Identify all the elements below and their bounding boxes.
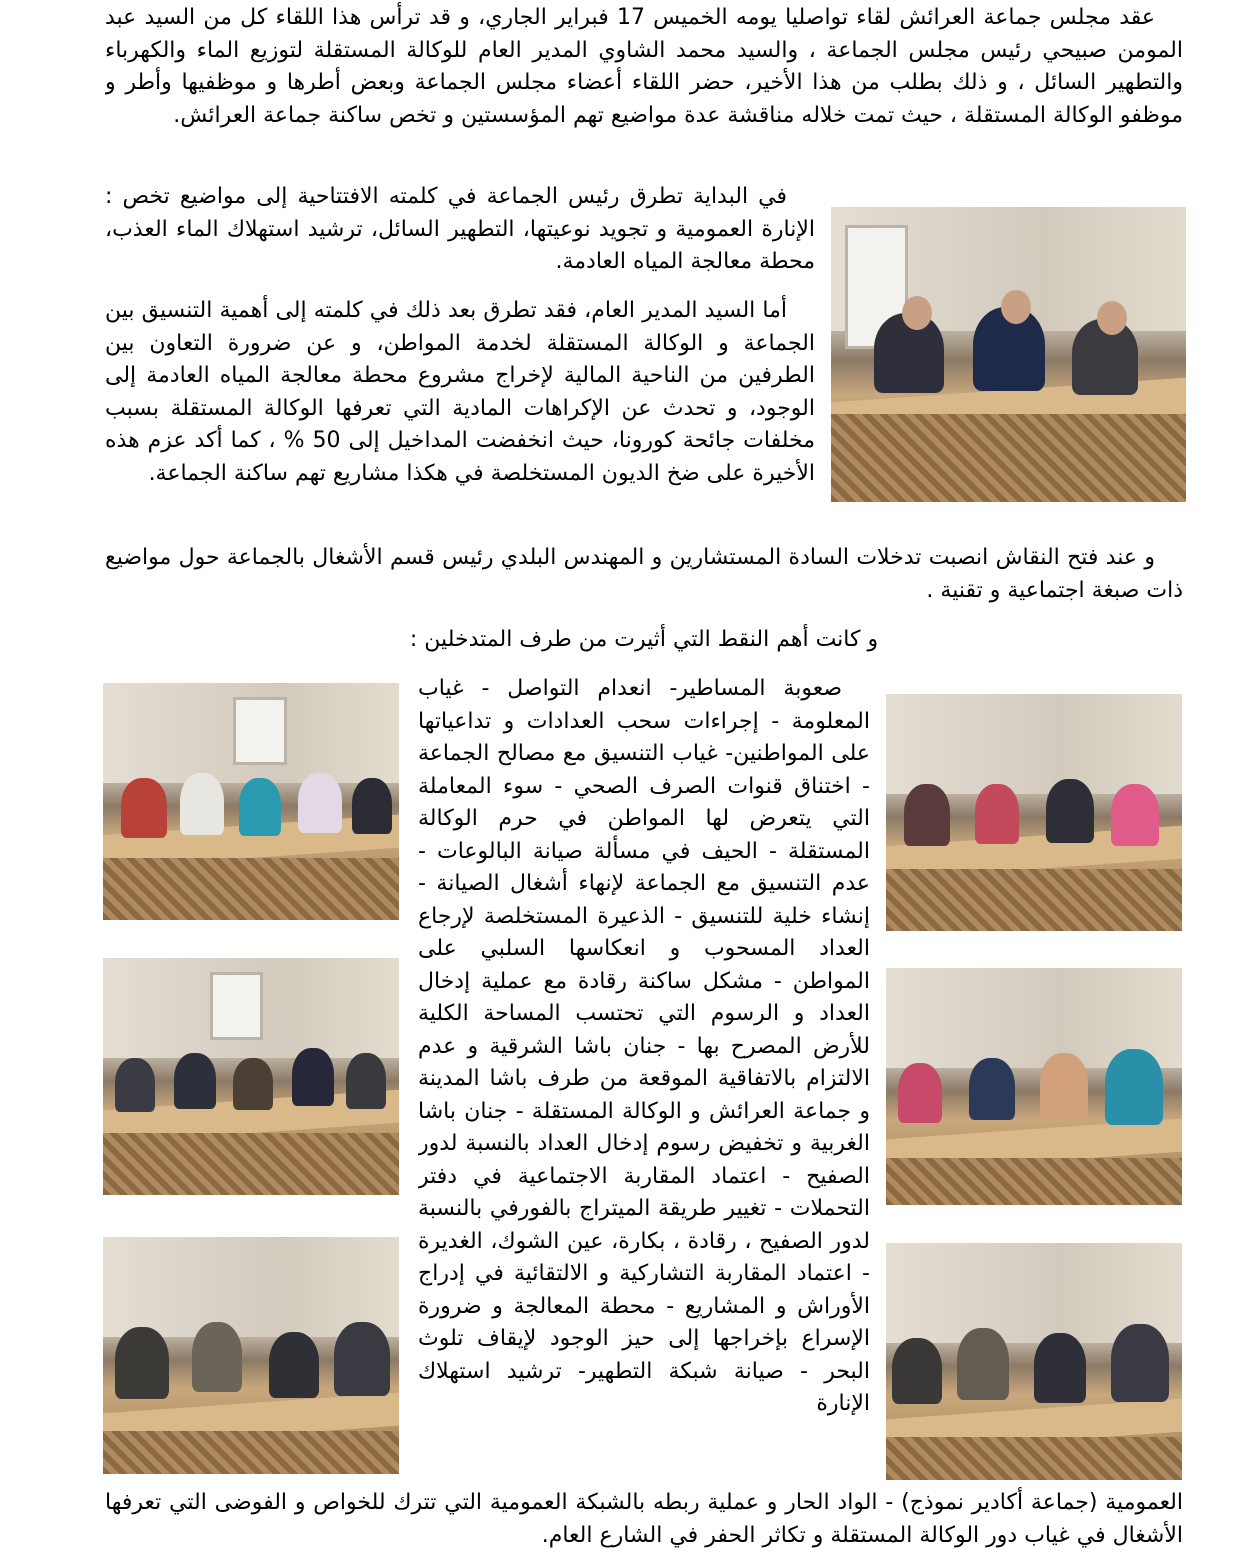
photo-officials [831,207,1186,502]
points-paragraph: صعوبة المساطير- انعدام التواصل - غياب المعلومة - إجراءات سحب العدادات و تداعياتها على المواطنين- غياب التنسيق مع مصالح الجماعة - اختناق قنوات الصرف الصحي - سوء المعاملة التي يتعرض لها المواطن في حرم الوكالة المستقلة - الحيف في مسألة صيانة البالوعات - عدم التنسيق مع الجماعة لإنهاء أشغال الصيانة - إنشاء خلية للتنسيق - الذعيرة المستخلصة لإرجاع العداد المسحوب و انعكاسها السلبي على المواطن - مشكل ساكنة رقادة مع عملية إدخال العداد و الرسوم التي تحتسب المساحة الكلية للأرض المصرح بها - جنان باشا الشرقية و عدم الالتزام بالاتفاقية الموقعة من طرف باشا المدينة و جماعة العرائش و الوكالة المستقلة - جنان باشا الغربية و تخفيض رسوم إدخال العداد بالنسبة لدور الصفيح - اعتماد المقاربة الاجتماعية في دفتر التحملات - تغيير طريقة الميتراج بالفورفي بالنسبة لدور الصفيح ، رقادة ، بكارة، عين الشوك، الغديرة - اعتماد المقاربة التشاركية و الالتقائية في إدراج الأوراش و المشاريع - محطة المعالجة و ضرورة الإسراع بإخراجها إلى حيز الوجود لإيقاف تلوث البحر - صيانة شبكة التطهير- ترشيد استهلاك الإنارة [418,676,870,1416]
discussion-paragraph: و عند فتح النقاش انصبت تدخلات السادة المستشارين و المهندس البلدي رئيس قسم الأشغال بالجماعة حول مواضيع ذات صبغة اجتماعية و تقنية . [105,545,1183,603]
photo-right-2 [886,968,1182,1205]
intro-paragraph: عقد مجلس جماعة العرائش لقاء تواصليا يومه الخميس 17 فبراير الجاري، و قد ترأس هذا اللقاء كل من السيد عبد المومن صبيحي رئيس مجلس الجماعة ، والسيد محمد الشاوي المدير العام للوكالة المستقلة لتوزيع الماء والكهرباء والتطهير السائل ، و ذلك بطلب من هذا الأخير، حضر اللقاء أعضاء مجلس الجماعة وبعض أطرها و موظفيها وأطر و موظفو الوكالة المستقلة ، حيث تمت خلاله مناقشة عدة مواضيع تهم المؤسستين و تخص ساكنة جماعة العرائش. [105,5,1183,128]
points-heading: و كانت أهم النقط التي أثيرت من طرف المتدخلين : [409,627,879,652]
photo-left-2 [103,958,399,1195]
president-paragraph: في البداية تطرق رئيس الجماعة في كلمته الافتتاحية إلى مواضيع تخص : الإنارة العمومية و تجويد نوعيتها، التطهير السائل، ترشيد استهلاك الماء العذب، محطة معالجة المياه العادمة. [105,184,815,274]
photo-right-1 [886,694,1182,931]
photo-right-3 [886,1243,1182,1480]
director-paragraph: أما السيد المدير العام، فقد تطرق بعد ذلك في كلمته إلى أهمية التنسيق بين الجماعة و الوكالة المستقلة لخدمة المواطن، و عن ضرورة التعاون بين الطرفين من الناحية المالية لإخراج مشروع محطة معالجة المياه العادمة إلى الوجود، و تحدث عن الإكراهات المادية التي تعرفها الوكالة المستقلة بسبب مخلفات جائحة كورونا، حيث انخفضت المداخيل إلى 50 % ، كما أكد عزم هذه الأخيرة على ضخ الديون المستخلصة في هكذا مشاريع تهم ساكنة الجماعة. [105,298,815,486]
closing-paragraph: العمومية (جماعة أكادير نموذج) - الواد الحار و عملية ربطه بالشبكة العمومية التي تترك للخواص و الفوضى التي تعرفها الأشغال في غياب دور الوكالة المستقلة و تكاثر الحفر في الشارع العام. [105,1490,1183,1548]
photo-left-1 [103,683,399,920]
photo-left-3 [103,1237,399,1474]
